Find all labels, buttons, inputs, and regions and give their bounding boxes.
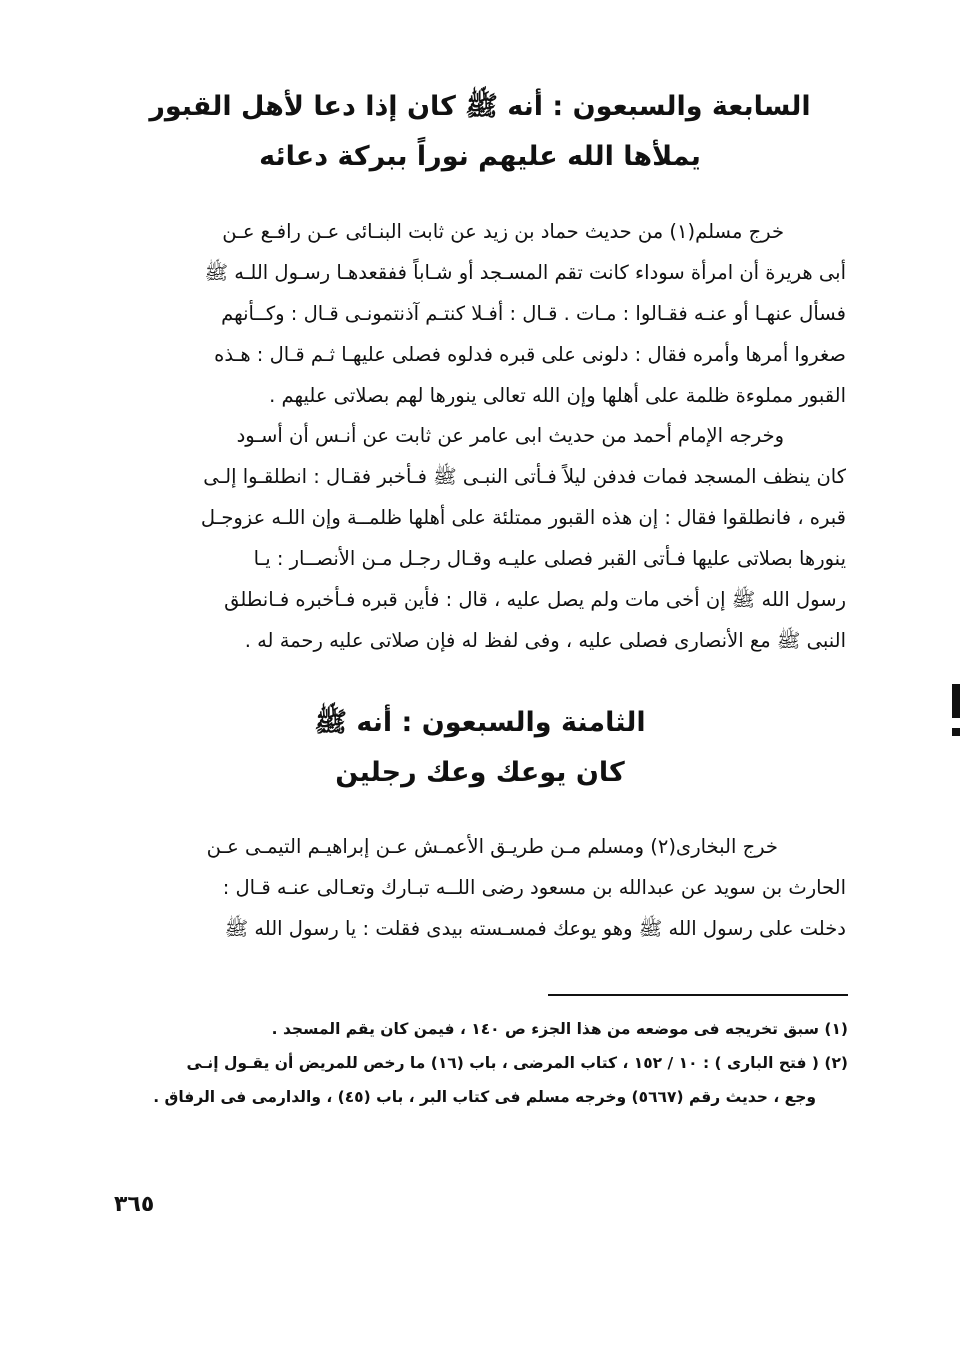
footnote-2: (٢) ( فتح البارى ) : ١٠ / ١٥٢ ، كتاب المرضى ، باب (١٦) ما رخص للمريض أن يقـول إنـى [186, 1054, 848, 1072]
text-line: كان ينظف المسجد فمات فدفن ليلاً فـأتى النبـى ﷺ فـأخبر فقـال : انطلقـوا إلـى [203, 465, 846, 488]
scan-edge-mark [952, 728, 960, 736]
text-line: ينورها بصلاتى عليها فـأتى القبر فصلى عليـه وقـال رجـل مـن الأنصــار : يـا [253, 547, 846, 570]
text-line: الحارث بن سويد عن عبدالله بن مسعود رضى اللــه تبـارك وتعـالى عنـه قـال : [222, 876, 846, 899]
section-heading-77 [100, 82, 860, 182]
text-line: دخلت على رسول الله ﷺ وهو يوعك فمسـسته بيدى فقلت : يا رسول الله ﷺ [224, 917, 846, 940]
page-number: ٣٦٥ [114, 1192, 155, 1217]
footnote-1: (١) سبق تخريجه فى موضعه من هذا الجزء ص ١٤٠ ، فيمن كان يقم المسجد . [271, 1020, 848, 1038]
scan-edge-mark [952, 684, 960, 718]
text-line: النبى ﷺ مع الأنصارى فصلى عليه ، وفى لفظ له فإن صلاتى عليه رحمة له . [244, 629, 846, 652]
heading-line: الثامنة والسبعون : أنه ﷺ [314, 707, 646, 738]
heading-line: السابعة والسبعون : أنه ﷺ كان إذا دعا لأهل القبور [149, 91, 811, 122]
text-line: القبور مملوءة ظلمة على أهلها وإن الله تعالى ينورها لهم بصلاتى عليهم . [269, 384, 846, 407]
text-line: خرج البخارى(٢) ومسلم مـن طريـق الأعمـش عـن إبراهيـم التيمـى عـن [206, 835, 778, 858]
text-line: وخرجه الإمام أحمد من حديث ابى عامر عن ثابت عن أنـس أن أسـود [236, 424, 784, 447]
footnote-2-continued: وجع ، حديث رقم (٥٦٦٧) وخرجه مسلم فى كتاب البر ، باب (٤٥) ، والدارمى فى الرفاق . [153, 1088, 816, 1106]
heading-line: يملأها الله عليهم نوراً ببركة دعائه [259, 141, 701, 172]
footnotes [108, 1012, 848, 1114]
footnote-separator [548, 994, 848, 996]
text-line: خرج مسلم(١) من حديث حماد بن زيد عن ثابت البنـائى عـن رافـع عـن [222, 220, 784, 243]
paragraph-bukhari-hadith [110, 826, 846, 949]
text-line: رسول الله ﷺ إن أخى مات ولم يصل عليه ، قال : فأين قبره فـأخبره فـانطلق [224, 588, 846, 611]
text-line: صغروا أمرها وأمره فقال : دلونى على قبره فدلوه فصلى عليهـا ثـم قـال : هـذه [214, 343, 846, 366]
text-line: فسأل عنهـا أو عنـه فقـالوا : مـات . قـال : أفـلا كنتـم آذنتمونـى قـال : وكــأنهم [221, 302, 846, 325]
paragraph-ahmad-hadith [110, 415, 846, 661]
paragraph-muslim-hadith [110, 211, 846, 416]
text-line: أبى هريرة أن امرأة سوداء كانت تقم المسـجد أو شـاباً ففقعدهـا رسـول اللـه ﷺ [204, 261, 846, 284]
heading-line: كان يوعك وعك رجلين [335, 757, 625, 788]
section-heading-78 [100, 698, 860, 798]
text-line: قبره ، فانطلقوا فقال : إن هذه القبور ممتلئة على أهلها ظلمــة وإن اللـه عزوجـل [200, 506, 846, 529]
